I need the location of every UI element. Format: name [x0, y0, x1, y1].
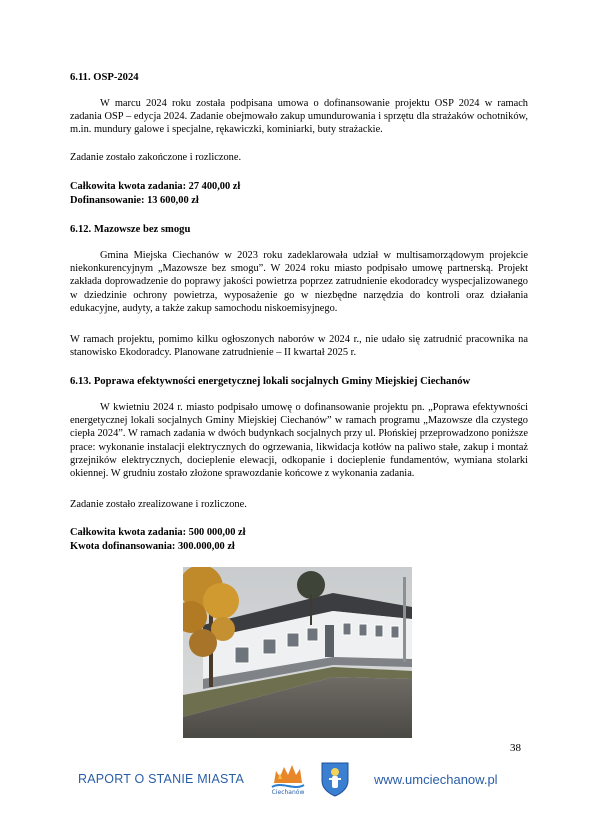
section-6-13-funding: Kwota dofinansowania: 300.000,00 zł — [70, 541, 235, 552]
section-heading-6-13: 6.13. Poprawa efektywności energetycznej lokali socjalnych Gminy Miejskiej Ciechanów — [70, 376, 471, 387]
footer-report-title: RAPORT O STANIE MIASTA — [78, 772, 245, 786]
section-heading-6-12: 6.12. Mazowsze bez smogu — [70, 224, 191, 235]
section-6-11-total: Całkowita kwota zadania: 27 400,00 zł — [70, 181, 241, 192]
logo-caption: Ciechanów — [271, 789, 305, 796]
footer-website: www.umciechanow.pl — [374, 772, 498, 787]
section-heading-6-11: 6.11. OSP-2024 — [70, 72, 139, 83]
section-6-11-status: Zadanie zostało zakończone i rozliczone. — [70, 152, 242, 163]
page-footer — [0, 760, 594, 800]
ciechanow-logo-icon — [268, 761, 308, 797]
building-photo — [183, 567, 412, 738]
coat-of-arms-icon — [320, 761, 350, 797]
section-6-12-paragraph-1: Gmina Miejska Ciechanów w 2023 roku zadeklarowała udział w multisamorządowym projekcie niekonkurencyjnym „Mazowsze bez smogu”. W 2024 roku miasto podpisało umowę partnerską. Projekt zakłada doprowadzenie do poprawy jakości powietrza poprzez zatrudnienie ekodoradcy wyspecjalizowanego w dziedzinie ochrony powietrza, wyposażenie go w niezbędne narzędzia do kontroli oraz działania edukacyjne, audyty, a także zakup samochodu niskoemisyjnego. — [70, 250, 528, 314]
section-6-13-paragraph: W kwietniu 2024 r. miasto podpisało umowę o dofinansowanie projektu pn. „Poprawa efektywności energetycznej lokali socjalnych Gminy Miejskiej Ciechanów” w ramach programu „Mazowsze dla czystego ciepła 2024”. W ramach zadania w dwóch budynkach socjalnych przy ul. Płońskiej przeprowadzono poniższe prace: wykonanie instalacji elektrycznych do ogrzewania, likwidacja kotłów na paliwo stałe, zakup i montaż grzejników elektrycznych, docieplenie elewacji, odkopanie i docieplenie fundamentów, wymiana stolarki okiennej. W grudniu zostało złożone sprawozdanie końcowe z wykonania zadania. — [70, 402, 528, 480]
section-6-13-total: Całkowita kwota zadania: 500 000,00 zł — [70, 527, 246, 538]
section-6-13-status: Zadanie zostało zrealizowane i rozliczone. — [70, 499, 247, 510]
page-number: 38 — [510, 742, 521, 754]
section-6-11-funding: Dofinansowanie: 13 600,00 zł — [70, 195, 199, 206]
section-6-11-paragraph: W marcu 2024 roku została podpisana umowa o dofinansowanie projektu OSP 2024 w ramach zadania OSP – edycja 2024. Zadanie obejmowało zakup umundurowania i sprzętu dla strażaków ochotników, m.in. mundury galowe i specjalne, rękawiczki, kominiarki, buty strażackie. — [70, 98, 528, 136]
section-6-12-paragraph-2: W ramach projektu, pomimo kilku ogłoszonych naborów w 2024 r., nie udało się zatrudnić pracownika na stanowisko Ekodoradcy. Planowane zatrudnienie – II kwartał 2025 r. — [70, 334, 528, 359]
